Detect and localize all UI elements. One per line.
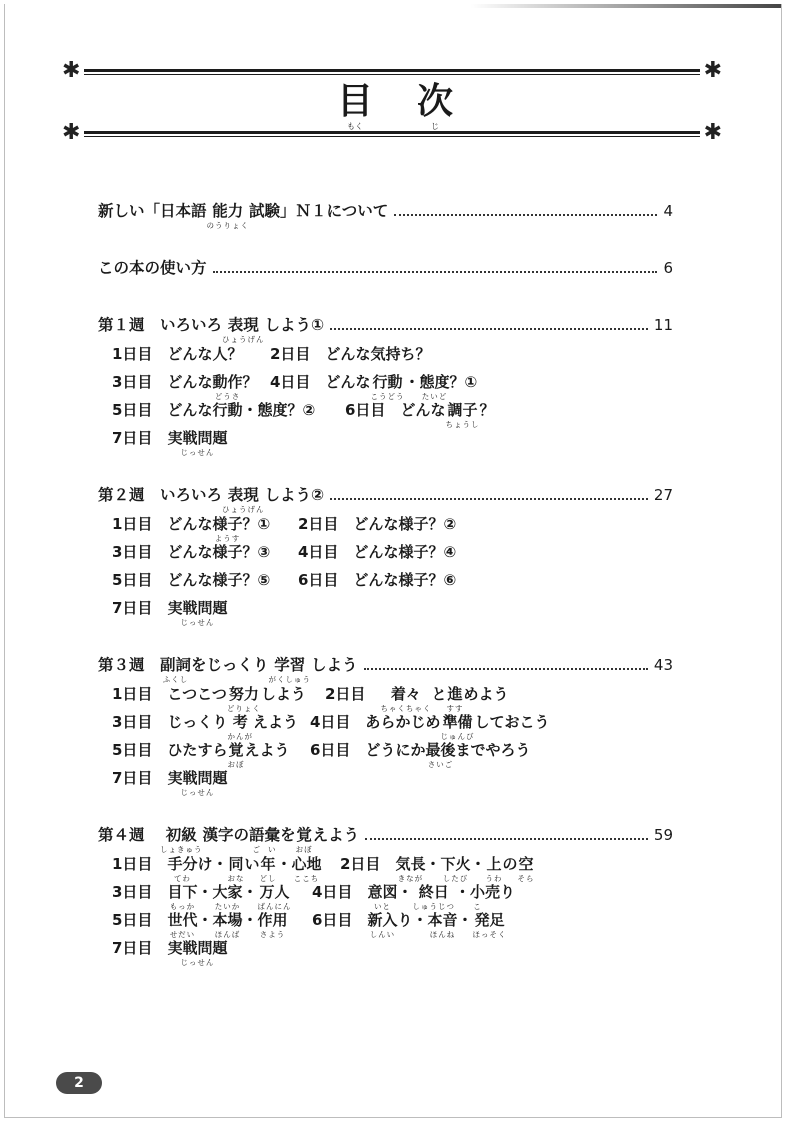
dot-leader [394, 202, 657, 216]
furigana: ふくし [162, 675, 189, 684]
furigana: そら [517, 874, 535, 883]
ruby-base: 様子 [212, 515, 243, 533]
furigana: じっせん [180, 958, 215, 967]
text-run: ・ [457, 911, 473, 929]
ruby-word [160, 826, 203, 854]
furigana: おぼ [295, 845, 313, 854]
day-entry[interactable] [298, 571, 456, 590]
ruby-word [367, 883, 397, 911]
furigana: しょきゅう [160, 845, 203, 854]
dot-leader [330, 486, 648, 500]
text-run: 3日目 [112, 883, 168, 901]
text-run: ・ [425, 855, 441, 873]
day-entry[interactable] [112, 911, 288, 939]
ruby-base: 下火 [440, 855, 471, 873]
day-entry[interactable] [112, 345, 242, 364]
text-run: い [244, 855, 260, 873]
furigana: しゅうじつ [412, 902, 455, 911]
ruby-word [227, 685, 261, 713]
text-run: 7日目 [112, 769, 168, 787]
ruby-word [367, 911, 397, 939]
day-entry[interactable] [310, 741, 530, 769]
ruby-base: 副詞 [160, 656, 192, 674]
title-char [417, 82, 453, 131]
divider [84, 131, 700, 137]
furigana: せだい [169, 930, 196, 939]
day-entry[interactable] [345, 401, 494, 429]
ruby-base: 彙 [264, 826, 281, 844]
ruby-word [370, 373, 404, 401]
furigana: どりょく [226, 704, 261, 713]
text-run: 7日目 [112, 939, 168, 957]
ruby-word [207, 202, 250, 230]
entry-page-number: 43 [653, 656, 673, 674]
day-entry[interactable] [112, 401, 315, 420]
ruby-base: 考 [232, 713, 248, 731]
ruby-base: 動作 [212, 373, 243, 391]
ruby-base: 世代 [167, 911, 198, 929]
furigana: じっせん [180, 448, 215, 457]
text-run: ？① [242, 515, 271, 533]
furigana: どうさ [214, 392, 241, 401]
ruby-word [486, 855, 503, 883]
text-run: 3日目 じっくり [112, 713, 228, 731]
furigana: ちゃくちゃく [380, 704, 432, 713]
text-run: け・ [197, 855, 228, 873]
ruby-word [167, 769, 227, 797]
ruby-base: 意図 [367, 883, 398, 901]
asterisk-icon: ✱ [62, 58, 81, 83]
text-run: 4日目 どんな [270, 373, 371, 391]
ruby-word [167, 939, 227, 967]
ruby-base: 気長 [395, 855, 426, 873]
entry-title [98, 656, 358, 684]
furigana: ようす [214, 534, 241, 543]
text-run: 試験」Ｎ１について [249, 202, 389, 220]
ruby-base: 実戦問題 [167, 599, 228, 617]
ruby-base: 実戦問題 [167, 939, 228, 957]
entry-page-number: 59 [653, 826, 673, 844]
entry-page-number: 6 [663, 259, 673, 277]
text-run: と [431, 685, 447, 703]
ruby-base: 実戦問題 [167, 769, 228, 787]
ruby-word [412, 883, 455, 911]
ruby-word [212, 373, 242, 401]
text-run: ？① [449, 373, 478, 391]
entry-title [98, 486, 324, 514]
week-header[interactable] [98, 656, 673, 684]
ruby-word [473, 911, 507, 939]
entry-title [98, 316, 324, 344]
ruby-base: 終日 [418, 883, 449, 901]
text-run: ・ [197, 883, 213, 901]
text-run: しておこう [474, 713, 550, 731]
text-run: ・ [397, 883, 413, 901]
entry-title [98, 259, 207, 278]
ruby-base: 覚 [296, 826, 312, 844]
entry-page-number: 27 [653, 486, 673, 504]
text-run: 6日目 どんな [345, 401, 446, 419]
ruby-word [167, 911, 197, 939]
furigana: じっせん [180, 788, 215, 797]
text-run: めよう [463, 685, 509, 703]
text-run: 5日目 ひたすら [112, 741, 228, 759]
ruby-word [265, 826, 281, 854]
furigana: しんい [369, 930, 396, 939]
text-run: 6日目 [312, 911, 368, 929]
text-run: の [502, 855, 518, 873]
ruby-base: 表現 [227, 316, 259, 334]
ruby-base: 表現 [227, 486, 259, 504]
divider [84, 69, 700, 75]
furigana: いと [373, 902, 391, 911]
day-entry[interactable] [112, 855, 322, 883]
title-furigana: もく [346, 122, 363, 131]
ruby-base: 態度 [419, 373, 450, 391]
text-run: 第１週 いろいろ [98, 316, 223, 334]
ruby-base: 努力 [228, 685, 259, 703]
ruby-base: 万人 [259, 883, 290, 901]
day-entry[interactable] [112, 685, 306, 713]
text-run: 新しい「日本語 [98, 202, 207, 220]
text-run: 5日目 どんな様子？⑤ [112, 571, 271, 589]
furigana: どし [259, 874, 277, 883]
day-entry[interactable] [112, 741, 289, 769]
ruby-word [258, 883, 292, 911]
ruby-word [212, 883, 242, 911]
text-run: ？ [242, 373, 258, 391]
furigana: ひょうげん [222, 505, 265, 514]
ruby-base: 大家 [212, 883, 243, 901]
ruby-word [445, 401, 479, 429]
text-run: 1日目 こつこつ [112, 685, 227, 703]
furigana: のうりょく [206, 221, 250, 230]
text-run: 売り [485, 883, 516, 901]
ruby-word [419, 373, 449, 401]
text-run: 4日目 [312, 883, 368, 901]
text-run: えよう [252, 713, 298, 731]
text-run: 第４週 [98, 826, 161, 844]
furigana: じゅんび [440, 732, 475, 741]
furigana: こうどう [370, 392, 405, 401]
ruby-word [167, 599, 227, 627]
furigana: ここち [293, 874, 320, 883]
furigana: したび [442, 874, 469, 883]
ruby-base: 着々 [390, 685, 421, 703]
text-run: ・ [470, 855, 486, 873]
text-run: ？ [479, 401, 495, 419]
text-run: ・ [404, 373, 420, 391]
furigana: じっせん [180, 618, 215, 627]
text-run: 1日目 どんな [112, 515, 213, 533]
text-run: ・ [276, 855, 292, 873]
text-run: 5日目 どんな行動・態度？② [112, 401, 316, 419]
text-run: しよう② [264, 486, 325, 504]
furigana: ほんね [429, 930, 456, 939]
ruby-word [222, 316, 265, 344]
ruby-base: 調子 [447, 401, 478, 419]
day-entry[interactable] [340, 855, 535, 883]
day-entry[interactable] [112, 939, 227, 967]
furigana: うわ [485, 874, 503, 883]
ruby-word [222, 486, 265, 514]
furigana: さよう [259, 930, 286, 939]
day-entry[interactable] [270, 373, 477, 401]
text-run: 6日目 どうにか [310, 741, 426, 759]
day-entry[interactable] [112, 543, 270, 562]
day-entry[interactable] [112, 429, 227, 457]
toc-entry[interactable] [98, 202, 673, 230]
ruby-base: 進 [447, 685, 463, 703]
text-run: 1日目 どんな人？ [112, 345, 243, 363]
text-run: えよう [244, 741, 290, 759]
day-entry[interactable] [270, 345, 430, 364]
ruby-word [227, 741, 244, 769]
entry-page-number: 11 [653, 316, 673, 334]
ruby-base: 実戦問題 [167, 429, 228, 447]
ruby-base: 語 [249, 826, 265, 844]
ruby-word [380, 685, 431, 713]
text-run: を [280, 826, 296, 844]
text-run: 6日目 どんな様子？⑥ [298, 571, 457, 589]
ruby-base: 目下 [167, 883, 198, 901]
dot-leader [364, 656, 648, 670]
furigana: たいか [214, 902, 241, 911]
furigana: てわ [173, 874, 191, 883]
ruby-word [518, 855, 535, 883]
ruby-word [167, 429, 227, 457]
entry-title [98, 826, 359, 854]
ruby-word [425, 741, 455, 769]
text-run: 第２週 いろいろ [98, 486, 223, 504]
furigana: い [268, 845, 277, 854]
text-run: 1日目 [112, 855, 168, 873]
ruby-base: 本音 [427, 911, 458, 929]
title-rule-top [62, 58, 722, 84]
week-header[interactable] [98, 316, 673, 344]
text-run: をじっくり [191, 656, 269, 674]
ruby-base: 小 [469, 883, 485, 901]
ruby-word [427, 911, 457, 939]
text-run: 3日目 どんな様子？③ [112, 543, 271, 561]
text-run: 7日目 [112, 429, 168, 447]
day-entry[interactable] [112, 515, 270, 543]
furigana: きなが [397, 874, 424, 883]
asterisk-icon: ✱ [703, 120, 722, 145]
ruby-word [227, 855, 244, 883]
text-run: しよう① [264, 316, 325, 334]
text-run: 2日目 どんな気持ち？ [270, 345, 431, 363]
text-run: 2日目 [325, 685, 381, 703]
ruby-base: 上 [486, 855, 502, 873]
day-entry[interactable] [312, 883, 515, 911]
furigana: おぼ [227, 760, 245, 769]
ruby-word [167, 883, 197, 911]
day-entry[interactable] [112, 373, 257, 401]
ruby-word [269, 656, 312, 684]
title-char [337, 82, 373, 131]
ruby-base: 本場 [212, 911, 243, 929]
ruby-word [212, 515, 242, 543]
text-run: 2日目 [340, 855, 396, 873]
text-run: ・ [454, 883, 470, 901]
ruby-word [296, 826, 313, 854]
furigana: ほっそく [472, 930, 507, 939]
text-run: り・ [397, 911, 428, 929]
text-run: しよう [260, 685, 306, 703]
text-run: えよう [312, 826, 360, 844]
entry-page-number: 4 [663, 202, 673, 220]
page-title [0, 82, 790, 131]
furigana: ちょうし [445, 420, 480, 429]
day-entry[interactable] [312, 911, 507, 939]
ruby-word [258, 911, 288, 939]
furigana: たいど [421, 392, 448, 401]
ruby-word [470, 883, 485, 911]
furigana: おな [227, 874, 245, 883]
ruby-base: 手分 [167, 855, 198, 873]
ruby-base: 発足 [474, 911, 505, 929]
ruby-word [395, 855, 425, 883]
day-entry[interactable] [325, 685, 509, 713]
ruby-word [167, 855, 197, 883]
furigana: ほんば [214, 930, 241, 939]
furigana: すす [446, 704, 464, 713]
day-entry[interactable] [310, 713, 549, 741]
text-run: 7日目 [112, 599, 168, 617]
ruby-base: 年 [260, 855, 276, 873]
furigana: もっか [169, 902, 196, 911]
day-entry[interactable] [112, 769, 227, 797]
day-entry[interactable] [298, 515, 456, 534]
dot-leader [365, 826, 648, 840]
dot-leader [213, 259, 658, 273]
text-run: 4日目 あらかじめ [310, 713, 441, 731]
week-header[interactable] [98, 826, 673, 854]
ruby-word [212, 911, 242, 939]
title-kanji: 次 [417, 81, 454, 122]
dot-leader [330, 316, 648, 330]
toc-entry[interactable] [98, 259, 673, 278]
page-number-badge: 2 [56, 1072, 102, 1094]
ruby-base: 能力 [212, 202, 244, 220]
text-run: 4日目 どんな様子？④ [298, 543, 457, 561]
ruby-word [259, 855, 276, 883]
title-kanji: 目 [336, 81, 373, 122]
furigana: ばんにん [257, 902, 292, 911]
text-run: までやろう [455, 741, 531, 759]
asterisk-icon: ✱ [703, 58, 722, 83]
text-run: 2日目 どんな様子？② [298, 515, 457, 533]
week-header[interactable] [98, 486, 673, 514]
ruby-base: 学習 [274, 656, 306, 674]
ruby-base: 作用 [257, 911, 288, 929]
furigana: ひょうげん [222, 335, 265, 344]
ruby-base: 最後 [425, 741, 456, 759]
furigana: ご [252, 845, 262, 854]
text-run: ・ [197, 911, 213, 929]
day-entry[interactable] [112, 599, 227, 627]
entry-title [98, 202, 388, 230]
day-entry[interactable] [112, 713, 298, 741]
ruby-base: 心地 [291, 855, 322, 873]
ruby-word [446, 685, 463, 713]
furigana: さいご [427, 760, 454, 769]
ruby-base: 準備 [442, 713, 473, 731]
furigana: かんが [227, 732, 253, 741]
ruby-word [292, 855, 322, 883]
ruby-base: 同 [228, 855, 244, 873]
ruby-word [440, 713, 474, 741]
text-run: 第３週 [98, 656, 161, 674]
furigana: こ [473, 902, 482, 911]
furigana: がくしゅう [268, 675, 312, 684]
text-run: 3日目 どんな [112, 373, 213, 391]
ruby-base: 覚 [228, 741, 244, 759]
ruby-word [249, 826, 265, 854]
ruby-word [440, 855, 470, 883]
asterisk-icon: ✱ [62, 120, 81, 145]
ruby-base: 新入 [367, 911, 398, 929]
text-run: ・ [242, 911, 258, 929]
day-entry[interactable] [298, 543, 456, 562]
text-run: 漢字の [202, 826, 250, 844]
ruby-base: 行動 [372, 373, 403, 391]
ruby-word [227, 713, 253, 741]
title-rule-bottom [62, 120, 722, 146]
ruby-word [160, 656, 191, 684]
text-run: 5日目 [112, 911, 168, 929]
text-run: この本の使い方 [98, 259, 207, 277]
title-furigana: じ [431, 122, 439, 131]
text-run: ・ [242, 883, 258, 901]
text-run: しよう [311, 656, 358, 674]
ruby-base: 空 [518, 855, 534, 873]
day-entry[interactable] [112, 571, 270, 590]
ruby-base: 初級 [165, 826, 197, 844]
day-entry[interactable] [112, 883, 292, 911]
